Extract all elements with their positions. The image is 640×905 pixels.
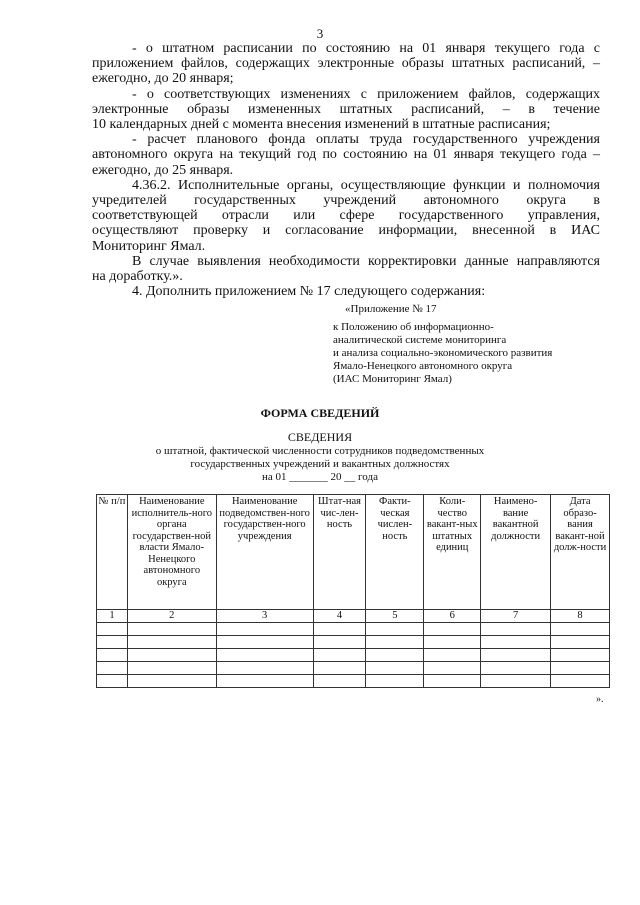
table-cell	[216, 675, 313, 688]
column-header: Дата образо-вания вакант-ной долж-ности	[551, 495, 610, 610]
text-line: электронные образы измененных штатных расписаний, – в течение	[92, 101, 600, 117]
table-cell	[424, 662, 481, 675]
report-date: на 01 _______ 20 __ года	[262, 471, 378, 483]
table-row	[97, 636, 610, 649]
table-cell	[127, 662, 216, 675]
table-cell	[127, 675, 216, 688]
table-cell	[366, 675, 424, 688]
table-row	[97, 623, 610, 636]
paragraph	[92, 284, 600, 299]
text-line: - о соответствующих изменениях с приложением файлов, содержащих	[132, 86, 600, 102]
column-header: Факти-ческая числен-ность	[366, 495, 424, 610]
table-row	[97, 649, 610, 662]
table-row	[97, 662, 610, 675]
paragraph	[92, 178, 600, 254]
appendix-line: (ИАС Мониторинг Ямал)	[333, 373, 452, 385]
body-text	[92, 41, 600, 299]
text-line: приложением файлов, содержащих электронные образы штатных расписаний, –	[92, 56, 600, 72]
report-subtitle-line: о штатной, фактической численности сотрудников подведомственных	[155, 445, 485, 457]
table-cell	[313, 662, 366, 675]
table-cell	[481, 649, 551, 662]
text-line: автономного округа на текущий год по состоянию на 01 января текущего года –	[92, 147, 600, 163]
table-row	[97, 675, 610, 688]
table-cell	[313, 649, 366, 662]
form-title: ФОРМА СВЕДЕНИЙ	[260, 406, 380, 420]
page-number: 3	[316, 26, 324, 41]
report-subtitle-line: государственных учреждений и вакантных должностях	[190, 458, 450, 470]
text-line: 4.36.2. Исполнительные органы, осуществляющие функции и полномочия	[132, 177, 600, 193]
appendix-line: и анализа социально-экономического развития	[333, 347, 553, 359]
table-cell	[424, 623, 481, 636]
column-header: Штат-ная чис-лен-ность	[313, 495, 366, 610]
table-cell	[313, 636, 366, 649]
table-cell	[481, 623, 551, 636]
appendix-reference	[333, 321, 552, 386]
column-number: 4	[313, 610, 366, 623]
table-cell	[366, 662, 424, 675]
table-cell	[127, 636, 216, 649]
appendix-title: «Приложение № 17	[345, 303, 437, 315]
paragraph	[92, 132, 600, 178]
column-header: Наименование подведомствен-ного государствен-ного учреждения	[216, 495, 313, 610]
appendix-line: к Положению об информационно-	[333, 321, 494, 333]
report-title: СВЕДЕНИЯ	[287, 430, 353, 444]
text-line: В случае выявления необходимости корректировки данные направляются	[132, 253, 600, 269]
text-line: - расчет планового фонда оплаты труда государственного учреждения	[132, 132, 600, 148]
table-cell	[97, 623, 128, 636]
text-line: на доработку.».	[92, 269, 183, 285]
table-cell	[424, 649, 481, 662]
text-line: - о штатном расписании по состоянию на 01 января текущего года с	[132, 41, 600, 56]
text-line: ежегодно, до 20 января;	[92, 71, 234, 87]
table-cell	[127, 623, 216, 636]
column-number: 3	[216, 610, 313, 623]
text-line: 4. Дополнить приложением № 17 следующего содержания:	[132, 284, 486, 300]
table-cell	[551, 675, 610, 688]
table-cell	[551, 649, 610, 662]
table-header-row	[97, 495, 610, 610]
paragraph	[92, 87, 600, 133]
column-number: 2	[127, 610, 216, 623]
column-header: Коли-чество вакант-ных штатных единиц	[424, 495, 481, 610]
table-cell	[216, 636, 313, 649]
paragraph	[92, 41, 600, 87]
table-cell	[216, 623, 313, 636]
table-cell	[424, 636, 481, 649]
table-cell	[551, 623, 610, 636]
table-cell	[97, 675, 128, 688]
paragraph	[92, 254, 600, 284]
table-cell	[551, 636, 610, 649]
column-number-row	[97, 610, 610, 623]
table-cell	[481, 662, 551, 675]
table-cell	[127, 649, 216, 662]
text-line: 10 календарных дней с момента внесения изменений в штатные расписания;	[92, 117, 551, 133]
appendix-line: аналитической системе мониторинга	[333, 334, 507, 346]
table-cell	[313, 675, 366, 688]
text-line: ежегодно, до 25 января.	[92, 162, 234, 178]
column-header: № п/п	[97, 495, 128, 610]
closing-quote: ».	[596, 694, 604, 705]
text-line: Мониторинг Ямал.	[92, 238, 206, 254]
table-cell	[97, 662, 128, 675]
column-number: 6	[424, 610, 481, 623]
column-header: Наименование исполнитель-ного органа государствен-ной власти Ямало-Ненецкого автономного округа	[127, 495, 216, 610]
table-cell	[97, 636, 128, 649]
column-header: Наимено-вание вакантной должности	[481, 495, 551, 610]
table-cell	[551, 662, 610, 675]
table-cell	[313, 623, 366, 636]
table-cell	[366, 649, 424, 662]
staffing-form-table	[96, 494, 610, 688]
table-cell	[366, 636, 424, 649]
text-line: осуществляют проверку и согласование информации, внесенной в ИАС	[92, 223, 600, 239]
table-cell	[366, 623, 424, 636]
column-number: 1	[97, 610, 128, 623]
text-line: учредителей государственных учреждений автономного округа в	[92, 193, 600, 209]
table-cell	[481, 636, 551, 649]
table-cell	[216, 649, 313, 662]
table-cell	[97, 649, 128, 662]
table-cell	[481, 675, 551, 688]
table-cell	[216, 662, 313, 675]
text-line: соответствующей отрасли или сфере государственного управления,	[92, 208, 600, 224]
column-number: 7	[481, 610, 551, 623]
table-cell	[424, 675, 481, 688]
column-number: 5	[366, 610, 424, 623]
appendix-line: Ямало-Ненецкого автономного округа	[333, 360, 513, 372]
column-number: 8	[551, 610, 610, 623]
